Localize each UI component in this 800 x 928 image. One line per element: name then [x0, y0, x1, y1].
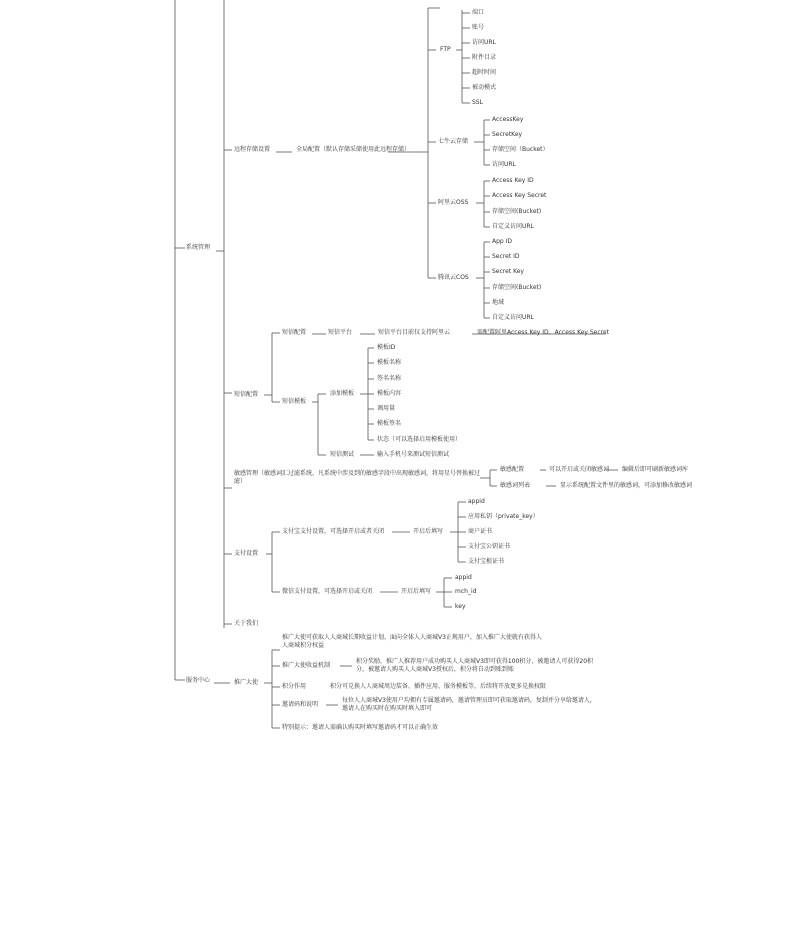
- node-sensitive-config[interactable]: 敏感配置: [500, 466, 525, 473]
- node-add-template[interactable]: 添加模板: [330, 390, 355, 397]
- node-sms-platform[interactable]: 短信平台: [328, 329, 353, 336]
- invite-code-desc: 每位人人商城V3使用户均拥有专属邀请码，邀请管理员即可获取邀请码，复制并分享给邀请人，邀请人在购买时在购买时填入即可: [342, 697, 596, 712]
- node-aliyun[interactable]: 阿里云OSS: [438, 199, 469, 206]
- qiniu-item[interactable]: 访问URL: [492, 161, 516, 168]
- ftp-item[interactable]: 访问URL: [472, 39, 496, 46]
- node-tip[interactable]: 特别提示：邀请人需确认购买时填写邀请码才可以正确生效: [282, 724, 439, 731]
- template-item[interactable]: 模板签名: [377, 420, 402, 427]
- tencent-item[interactable]: Secret Key: [492, 268, 524, 275]
- node-sensitive-list[interactable]: 敏感词列表: [500, 482, 531, 489]
- qiniu-item[interactable]: 存储空间（Bucket）: [492, 146, 549, 153]
- node-system-management[interactable]: 系统管理: [186, 244, 211, 251]
- qiniu-item[interactable]: SecretKey: [492, 131, 523, 138]
- ftp-item[interactable]: 端口: [472, 9, 485, 16]
- node-sms-template[interactable]: 短信模板: [282, 398, 307, 405]
- node-sms-test[interactable]: 短信测试: [330, 451, 355, 458]
- node-alipay-fill[interactable]: 开启后填写: [413, 528, 444, 535]
- template-item[interactable]: 调用量: [377, 405, 396, 412]
- sensitive-config-sub: 编辑后即可刷新敏感词库: [622, 466, 689, 473]
- node-qiniu[interactable]: 七牛云存储: [438, 138, 469, 145]
- qiniu-item[interactable]: AccessKey: [492, 116, 524, 123]
- node-about-us[interactable]: 关于我们: [234, 620, 259, 627]
- template-item[interactable]: 状态（可以选择启用模板使用）: [377, 436, 462, 443]
- ftp-item[interactable]: 账号: [472, 24, 485, 31]
- node-payment-settings[interactable]: 支付设置: [234, 550, 259, 557]
- template-item[interactable]: 模板ID: [377, 344, 396, 351]
- node-points-use[interactable]: 积分作用: [282, 683, 307, 690]
- sms-platform-keys: 需配置阿里Access Key ID、Access Key Secret: [477, 329, 610, 336]
- sensitive-config-desc: 可以开启或关闭敏感词: [549, 466, 610, 473]
- node-promo-reward[interactable]: 推广大使收益机制: [282, 662, 331, 669]
- sensitive-list-desc: 显示系统配置文件里的敏感词，可添加修改敏感词: [560, 482, 693, 489]
- aliyun-item[interactable]: 自定义访问URL: [492, 223, 534, 230]
- node-global-config[interactable]: 全局配置（默认存储采储使用此远程存储）: [296, 146, 411, 153]
- node-alipay[interactable]: 支付宝支付设置，可选择开启或者关闭: [282, 528, 385, 535]
- alipay-item[interactable]: 支付宝根证书: [468, 558, 505, 565]
- alipay-item[interactable]: appid: [468, 498, 485, 505]
- sms-test-desc: 输入手机号来测试短信测试: [377, 451, 450, 458]
- tencent-item[interactable]: App ID: [492, 238, 513, 245]
- template-item[interactable]: 模板名称: [377, 359, 402, 366]
- tencent-item[interactable]: 地域: [492, 299, 505, 306]
- node-wechat-fill[interactable]: 开启后填写: [401, 588, 432, 595]
- alipay-item[interactable]: 应用私钥（private_key）: [468, 513, 539, 520]
- aliyun-item[interactable]: Access Key Secret: [492, 192, 547, 199]
- tencent-item[interactable]: Secret ID: [492, 253, 520, 260]
- wechat-item[interactable]: key: [455, 603, 466, 610]
- wechat-item[interactable]: appid: [455, 574, 472, 581]
- points-use-desc: 积分可兑换人人商城周边装备、插件应用、服务模板等，后续将开放更多兑换权限: [330, 683, 547, 690]
- node-ftp[interactable]: FTP: [440, 46, 451, 53]
- template-item[interactable]: 模板内容: [377, 390, 402, 397]
- aliyun-item[interactable]: Access Key ID: [492, 177, 534, 184]
- node-sms-config[interactable]: 短信配置: [282, 329, 307, 336]
- node-invite-code[interactable]: 邀请码和说明: [282, 701, 319, 708]
- promo-reward-desc: 积分奖励，推广人推荐用户成功购买人人商城V3即可获得100积分，被邀请人可获得20积分，被邀请人购买人人商城V3授权后，积分将自动到账到账: [356, 658, 594, 673]
- node-tencent[interactable]: 腾讯云COS: [438, 274, 469, 281]
- node-wechat-pay[interactable]: 微信支付设置，可选择开启或关闭: [282, 588, 373, 595]
- node-service-center[interactable]: 服务中心: [186, 677, 211, 684]
- sms-platform-desc: 短信平台目前仅支持阿里云: [378, 329, 451, 336]
- node-sms-settings[interactable]: 短信配置: [234, 391, 259, 398]
- tencent-item[interactable]: 存储空间(Bucket): [492, 284, 542, 291]
- wechat-item[interactable]: mch_id: [455, 588, 477, 595]
- template-item[interactable]: 签名名称: [377, 375, 402, 382]
- node-promo-ambassador[interactable]: 推广大使: [234, 679, 259, 686]
- ftp-item[interactable]: 被动模式: [472, 84, 497, 91]
- ftp-item[interactable]: SSL: [472, 99, 483, 106]
- ftp-item[interactable]: 附件目录: [472, 54, 497, 61]
- node-remote-storage[interactable]: 远程存储设置: [234, 146, 271, 153]
- aliyun-item[interactable]: 存储空间(Bucket): [492, 208, 542, 215]
- tencent-item[interactable]: 自定义访问URL: [492, 314, 534, 321]
- alipay-item[interactable]: 支付宝公钥证书: [468, 543, 511, 550]
- ftp-item[interactable]: 超时时间: [472, 69, 497, 76]
- promo-desc: 推广大使可获取人人商城长期收益计划，面向全体人人商城V3正规用户，加入推广大使就有获得人人商城积分权益: [282, 634, 542, 649]
- alipay-item[interactable]: 商户证书: [468, 528, 493, 535]
- node-sensitive-management[interactable]: 敏感管理（敏感词汇过滤系统，凡系统中涉及到的敏感字段中出现敏感词，将用星号替换被过滤）: [234, 470, 481, 485]
